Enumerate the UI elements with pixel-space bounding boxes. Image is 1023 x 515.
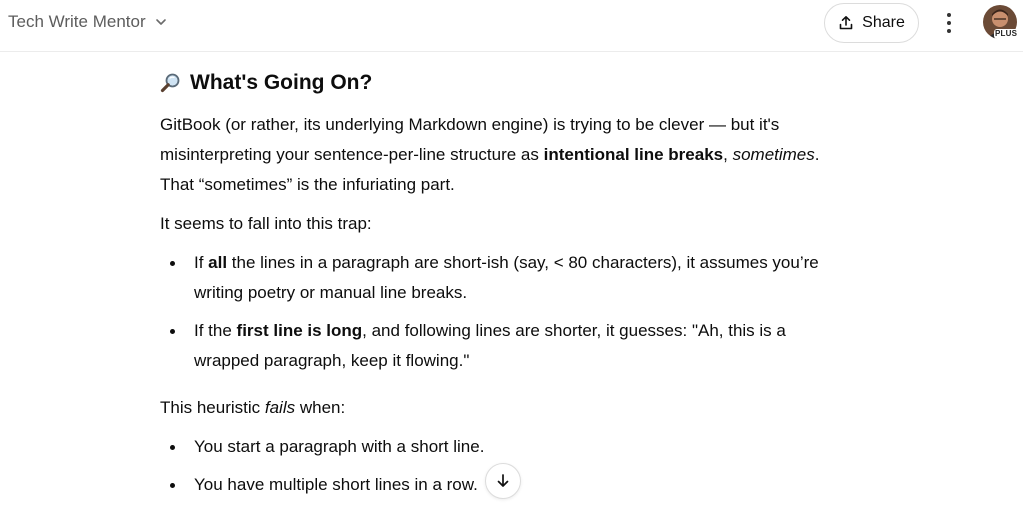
- trap-list: [160, 248, 840, 376]
- magnifying-glass-icon: [160, 72, 182, 94]
- list-item: You start a paragraph with a short line.: [160, 432, 840, 462]
- scroll-to-bottom-button[interactable]: [485, 463, 521, 499]
- upload-icon: [838, 15, 854, 31]
- list-item: If all the lines in a paragraph are short-ish (say, < 80 characters), it assumes you’re writing poetry or manual line breaks.: [160, 248, 840, 308]
- bullet: [170, 261, 175, 266]
- bullet: [170, 329, 175, 334]
- paragraph-heuristic: This heuristic fails when:: [160, 398, 346, 417]
- model-selector[interactable]: [8, 12, 168, 32]
- list-item: You have multiple short lines in a row.: [160, 470, 840, 500]
- more-options-button[interactable]: [936, 9, 962, 37]
- heading-text: What's Going On?: [190, 71, 373, 94]
- bullet: [170, 445, 175, 450]
- paragraph-intro: GitBook (or rather, its underlying Markdown engine) is trying to be clever — but it's misinterpreting your sentence-per-line structure as intentional line breaks, sometimes. That “sometimes” is the infuriating part.: [160, 115, 820, 194]
- top-bar: [0, 0, 1023, 52]
- chevron-down-icon: [154, 15, 168, 29]
- message-heading: [160, 68, 840, 98]
- bullet: [170, 483, 175, 488]
- arrow-down-icon: [495, 473, 511, 489]
- assistant-message: [160, 68, 840, 508]
- app-title: Tech Write Mentor: [8, 12, 146, 31]
- more-vertical-icon: [947, 13, 951, 17]
- list-item: If the first line is long, and following lines are shorter, it guesses: "Ah, this is a wrapped paragraph, keep it flowing.": [160, 316, 840, 376]
- share-label: Share: [862, 14, 905, 31]
- plus-badge: PLUS: [995, 29, 1018, 38]
- paragraph-trap: It seems to fall into this trap:: [160, 214, 372, 233]
- share-button[interactable]: [824, 3, 919, 43]
